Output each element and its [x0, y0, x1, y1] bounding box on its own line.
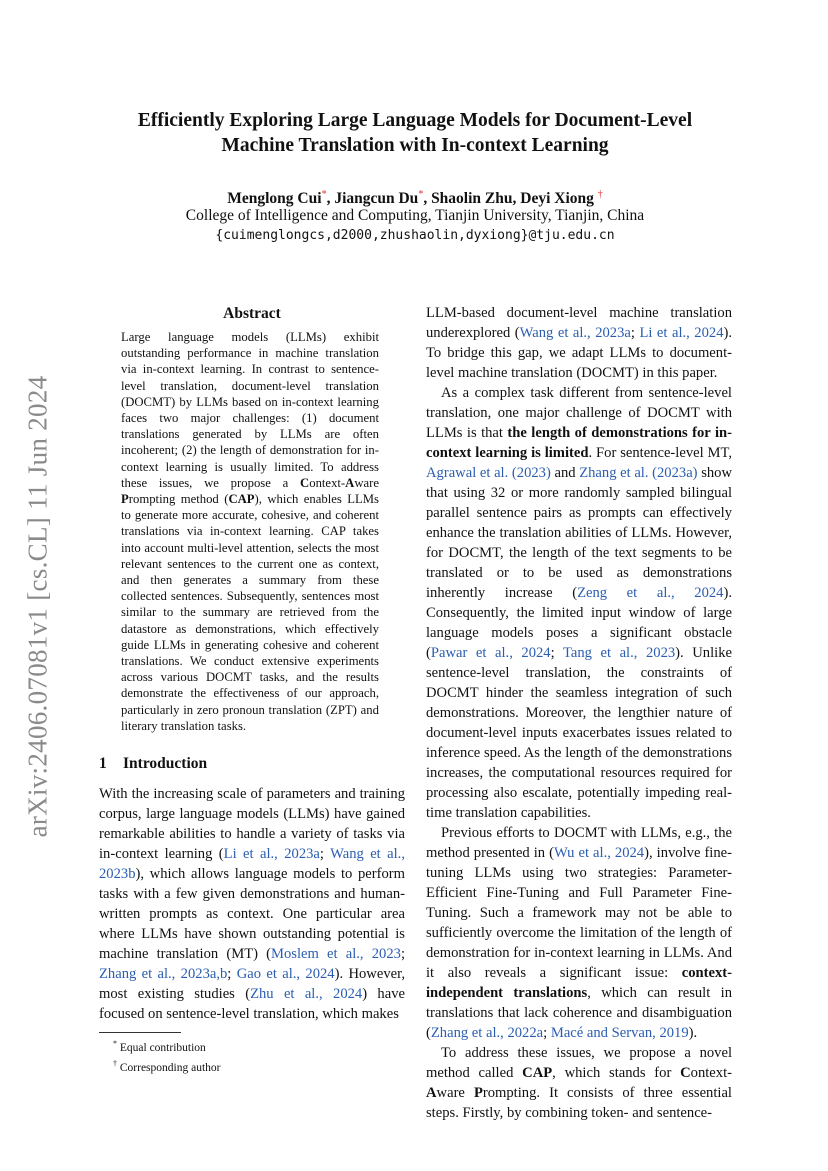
body-text: ). Unlike sentence-level translation, the constraints of DOCMT hinder the seamless integration of such demonstrations. Moreover, the lengthier nature of document-level inputs exacerbates issues related to inference speed. As the length of the demonstrations increases, the computational resources required for processing also escalate, potentially impeding real-time translation capabilities.	[426, 645, 732, 821]
intro-paragraph-continued	[426, 303, 732, 383]
abstract-body	[121, 329, 379, 734]
abstract-bold: CAP	[228, 492, 255, 507]
title-line-1: Efficiently Exploring Large Language Models for Document-Level	[137, 110, 693, 131]
abstract-heading: Abstract	[223, 305, 281, 322]
arxiv-identifier	[20, 364, 56, 848]
citation-link[interactable]: Zhang et al. (2023a)	[579, 465, 698, 481]
left-column	[99, 303, 405, 1076]
citation-link[interactable]: Li et al., 2023a	[223, 846, 320, 863]
citation-link[interactable]: Zhu et al., 2024	[250, 986, 363, 1003]
section-title: Introduction	[123, 755, 208, 773]
body-text: ;	[630, 325, 640, 341]
intro-paragraph-1	[99, 784, 405, 1024]
footnote-mark: †	[113, 1058, 117, 1068]
body-text: To address these issues, we propose a novel method called	[426, 1045, 732, 1081]
body-text: ;	[543, 1025, 551, 1041]
body-text: . For sentence-level MT,	[588, 445, 733, 461]
footnote-mark: *	[113, 1039, 117, 1049]
footnote-divider	[99, 1032, 181, 1033]
citation-link[interactable]: Li et al., 2024	[639, 325, 724, 341]
body-text: ), involve fine-tuning LLMs using two strategies: Parameter-Efficient Fine-Tuning and Full Parameter Fine-Tuning. Such a framework may not be able to sufficiently overcome the limitation of the length of demonstration for in-context learning in LLMs. And it also reveals a significant issue:	[426, 845, 732, 981]
intro-paragraph-4	[426, 1043, 732, 1123]
arxiv-id-text: arXiv:2406.07081v1 [cs.CL] 11 Jun 2024	[22, 375, 53, 837]
body-text: ;	[400, 946, 405, 963]
body-text: ;	[550, 645, 563, 661]
abstract-bold: A	[345, 475, 355, 490]
title-line-2: Machine Translation with In-context Learning	[221, 135, 609, 156]
citation-link[interactable]: Gao et al., 2024	[236, 966, 335, 983]
body-text: and	[550, 465, 580, 481]
body-text: With the increasing scale of parameters and training corpus, large language models (LLMs) have gained remarkable abilities to handle a variety of tasks via in-context learning (	[99, 786, 405, 863]
citation-link[interactable]: Wu et al., 2024	[553, 845, 645, 861]
intro-paragraph-2	[426, 383, 732, 823]
citation-link[interactable]: Macé and Servan, 2019	[550, 1025, 689, 1041]
equal-contrib-mark-1[interactable]: *	[321, 189, 327, 200]
abstract-text: ware	[354, 475, 379, 490]
body-text: LLM-based document-level machine translation underexplored (	[426, 305, 732, 341]
emphasis-text: the length of demonstrations for in-context learning is limited	[426, 425, 732, 461]
citation-link[interactable]: Zeng et al., 2024	[577, 585, 724, 601]
citation-link[interactable]: Pawar et al., 2024	[430, 645, 551, 661]
author-4: Deyi Xiong	[520, 190, 594, 208]
author-emails: {cuimenglongcs,d2000,zhushaolin,dyxiong}@tju.edu.cn	[215, 228, 615, 243]
citation-link[interactable]: Tang et al., 2023	[562, 645, 676, 661]
body-text: ontext-	[690, 1065, 732, 1081]
right-column	[426, 303, 732, 1123]
footnote-text: Corresponding author	[117, 1061, 221, 1074]
body-text: ;	[227, 966, 237, 983]
body-text: show that using 32 or more randomly sampled bilingual parallel sentence pairs as prompts can effectively enhance the translation abilities of LLMs. However, for DOCMT, the length of the text segments to be translated or to be used as demonstrations inherently increase (	[426, 465, 733, 601]
body-text: ). Consequently, the limited input window of large language models poses a significant obstacle (	[426, 585, 732, 661]
body-text: ) have focused on sentence-level translation, which makes	[99, 986, 405, 1023]
body-text: ). To bridge this gap, we adapt LLMs to document-level machine translation (DOCMT) in this paper.	[426, 325, 733, 381]
abstract-text: ontext-	[309, 475, 346, 490]
abstract-bold: C	[300, 475, 310, 490]
author-separator: ,	[423, 190, 432, 208]
citation-link[interactable]: Wang et al., 2023b	[99, 846, 405, 883]
abstract-bold: P	[121, 492, 129, 507]
citation-link[interactable]: Moslem et al., 2023	[271, 946, 401, 963]
body-text: ).	[688, 1025, 698, 1041]
emphasis-text: P	[473, 1085, 483, 1101]
citation-link[interactable]: Zhang et al., 2023a,b	[99, 966, 228, 983]
abstract-text: rompting method (	[128, 492, 229, 507]
section-number: 1	[99, 755, 107, 773]
abstract-text: Large language models (LLMs) exhibit outstanding performance in machine translation via in-context learning. In contrast to sentence-level translation, document-level translation (DOCMT) by LLMs based on in-context learning faces two major challenges: (1) document translations generated by LLMs are often incoherent; (2) the length of demonstration for in-context learning is usually limited. To address these issues, we propose a	[121, 330, 379, 490]
citation-link[interactable]: Wang et al., 2023a	[519, 325, 631, 341]
author-2: Jiangcun Du	[334, 190, 419, 208]
emphasis-text: context-independent translations	[426, 965, 732, 1001]
body-text: Previous efforts to DOCMT with LLMs, e.g., the method presented in (	[426, 825, 732, 861]
paper-title	[100, 108, 730, 158]
citation-link[interactable]: Agrawal et al. (2023)	[426, 465, 551, 481]
author-separator: ,	[326, 190, 335, 208]
body-text: rompting. It consists of three essential steps. Firstly, by combining token- and sentence-	[426, 1085, 732, 1121]
author-3: Shaolin Zhu	[431, 190, 513, 208]
body-text: ware	[436, 1085, 474, 1101]
author-separator: ,	[512, 190, 521, 208]
abstract-text: ), which enables LLMs to generate more accurate, cohesive, and coherent translations via in-context learning. CAP takes into account multi-level attention, selects the most relevant sentences to the current one as context, and then generates a summary from these collected sentences. Subsequently, sentences most similar to the summary are retrieved from the datastore as demonstrations, which effectively guide LLMs in generating cohesive and coherent translations. We conduct extensive experiments across various DOCMT tasks, and the results demonstrate the effectiveness of our approach, particularly in zero pronoun translation (ZPT) and literary translation tasks.	[121, 492, 379, 733]
body-text: ), which allows language models to perform tasks with a few given demonstrations and human-written prompts as context. One particular area where LLMs have shown outstanding potential is machine translation (MT) (	[99, 866, 405, 963]
emphasis-text: CAP	[522, 1065, 553, 1081]
body-text: ). However, most existing studies (	[99, 966, 406, 1003]
author-1: Menglong Cui	[227, 190, 322, 208]
corresponding-author-mark[interactable]: †	[597, 189, 603, 200]
body-text: , which can result in translations that lack coherence and disambiguation (	[426, 985, 732, 1041]
footnote-corresponding-author	[113, 1056, 405, 1076]
footnote-text: Equal contribution	[117, 1041, 206, 1054]
body-text: , which stands for	[552, 1065, 681, 1081]
emphasis-text: C	[680, 1065, 691, 1081]
affiliation: College of Intelligence and Computing, Tianjin University, Tianjin, China	[185, 207, 645, 224]
footnote-equal-contribution	[113, 1036, 405, 1056]
emphasis-text: A	[426, 1085, 437, 1101]
body-text: ;	[319, 846, 331, 863]
equal-contrib-mark-2[interactable]: *	[418, 189, 424, 200]
intro-paragraph-3	[426, 823, 732, 1043]
section-heading-introduction	[99, 754, 405, 774]
body-text: As a complex task different from sentence-level translation, one major challenge of DOCMT with LLMs is that	[426, 385, 732, 441]
citation-link[interactable]: Zhang et al., 2022a	[430, 1025, 544, 1041]
